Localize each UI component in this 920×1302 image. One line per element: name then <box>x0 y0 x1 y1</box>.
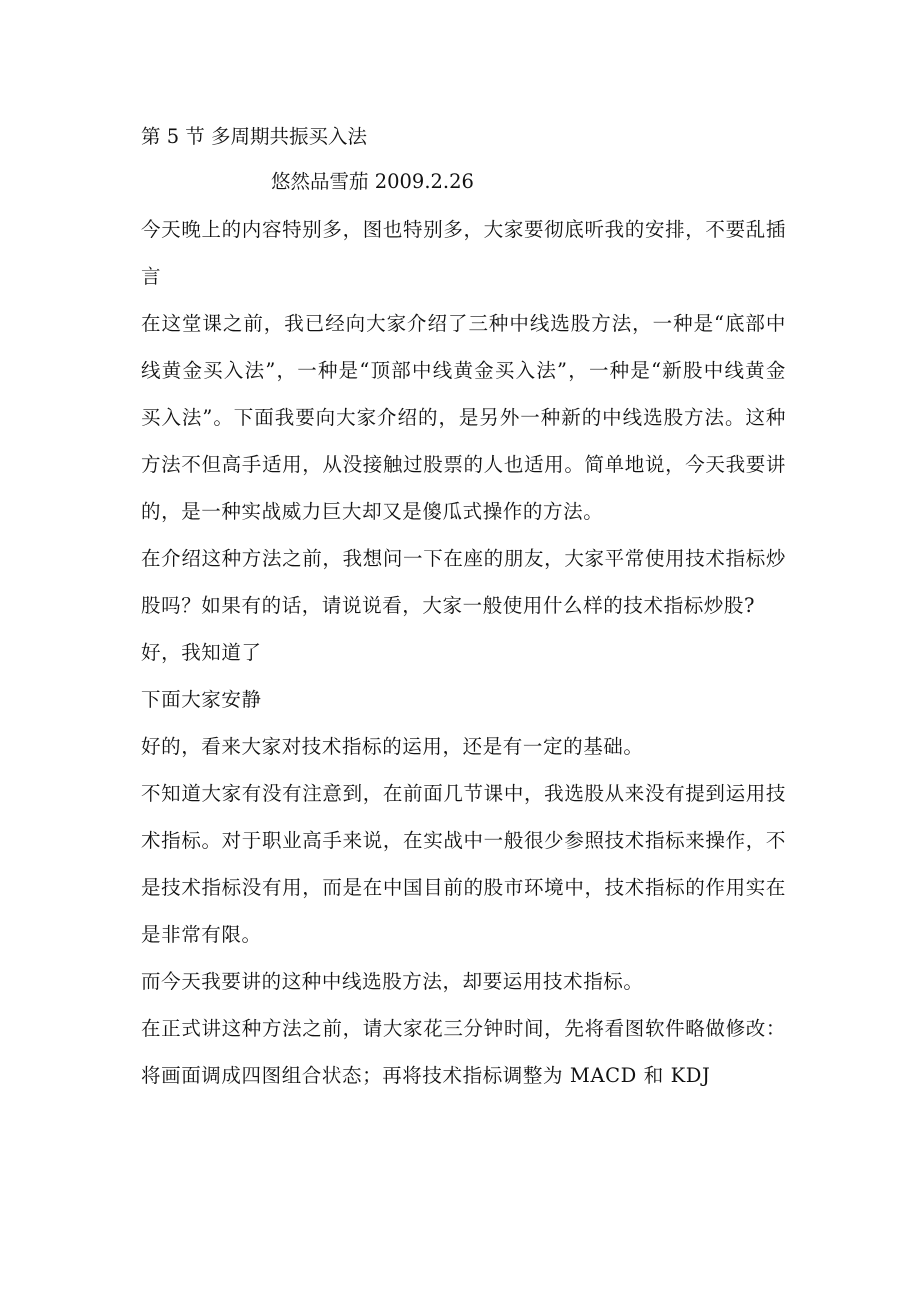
author-date-line: 悠然品雪茄 2009.2.26 <box>271 170 474 193</box>
paragraph: 在这堂课之前，我已经向大家介绍了三种中线选股方法，一种是“底部中线黄金买入法”，一种是“顶部中线黄金买入法”，一种是“新股中线黄金买入法”。下面我要向大家介绍的，是另外一种新的中线选股方法。这种方法不但高手适用，从没接触过股票的人也适用。简单地说，今天我要讲的，是一种实战威力巨大却又是傻瓜式操作的方法。 <box>141 312 786 523</box>
paragraph: 下面大家安静 <box>141 688 262 711</box>
paragraph: 不知道大家有没有注意到，在前面几节课中，我选股从来没有提到运用技术指标。对于职业高手来说，在实战中一般很少参照技术指标来操作，不是技术指标没有用，而是在中国目前的股市环境中，技术指标的作用实在是非常有限。 <box>141 782 786 946</box>
paragraph: 好的，看来大家对技术指标的运用，还是有一定的基础。 <box>141 735 644 758</box>
paragraph: 在正式讲这种方法之前，请大家花三分钟时间，先将看图软件略做修改：将画面调成四图组合状态；再将技术指标调整为 MACD 和 KDJ <box>141 1017 786 1087</box>
paragraph: 好，我知道了 <box>141 641 262 664</box>
document-page <box>141 118 786 1099</box>
document-body <box>141 206 786 1099</box>
paragraph: 在介绍这种方法之前，我想问一下在座的朋友，大家平常使用技术指标炒股吗？如果有的话，请说说看，大家一般使用什么样的技术指标炒股? <box>141 547 786 617</box>
paragraph: 今天晚上的内容特别多，图也特别多，大家要彻底听我的安排，不要乱插言 <box>141 218 786 288</box>
section-title: 第 5 节 多周期共振买入法 <box>141 125 368 148</box>
paragraph: 而今天我要讲的这种中线选股方法，却要运用技术指标。 <box>141 970 644 993</box>
